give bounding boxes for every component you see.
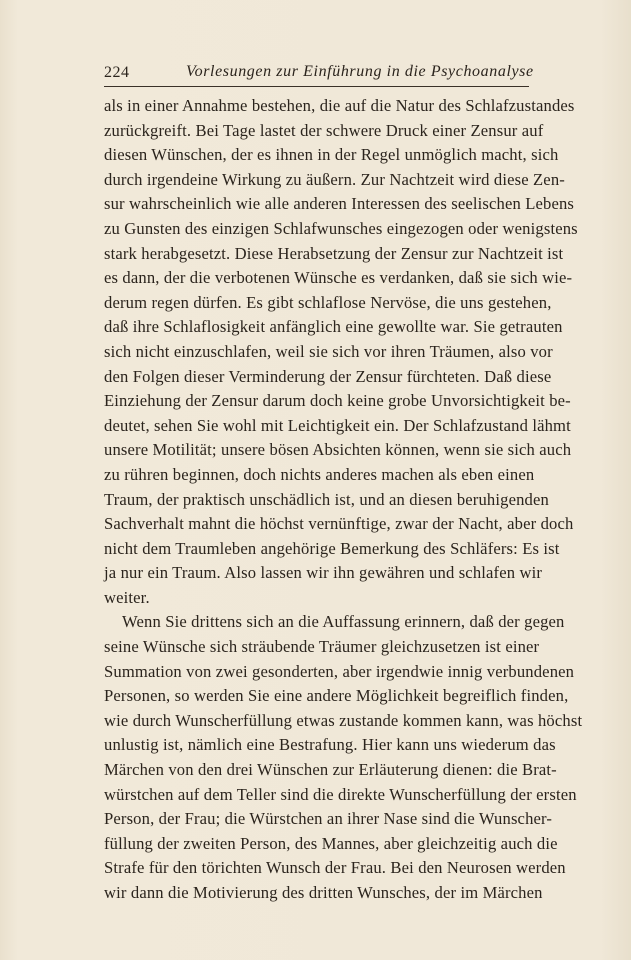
text-line: Personen, so werden Sie eine andere Möglichkeit begreiflich finden, [104,686,569,706]
text-line: daß ihre Schlaflosigkeit anfänglich eine gewollte war. Sie getrauten [104,317,563,337]
text-line: seine Wünsche sich sträubende Träumer gleichzusetzen ist einer [104,637,540,657]
text-line: Person, der Frau; die Würstchen an ihrer Nase sind die Wunscher- [104,809,553,829]
text-line: Traum, der praktisch unschädlich ist, und an diesen beruhigenden [104,489,549,509]
text-line: zurückgreift. Bei Tage lastet der schwere Druck einer Zensur auf [104,120,544,140]
running-head [104,62,534,84]
header-rule [104,86,529,87]
text-line: unlustig ist, nämlich eine Bestrafung. Hier kann uns wiederum das [104,735,556,755]
text-line: würstchen auf dem Teller sind die direkte Wunscherfüllung der ersten [104,784,577,804]
text-line: deutet, sehen Sie wohl mit Leichtigkeit ein. Der Schlafzustand lähmt [104,415,571,435]
text-line: Wenn Sie drittens sich an die Auffassung erinnern, daß der gegen [122,612,565,632]
text-line: Sachverhalt mahnt die höchst vernünftige, zwar der Nacht, aber doch [104,514,574,534]
text-line: weiter. [104,587,150,607]
text-line: Strafe für den törichten Wunsch der Frau. Bei den Neurosen werden [104,858,566,878]
text-line: wir dann die Motivierung des dritten Wunsches, der im Märchen [104,883,543,902]
page-number: 224 [104,64,130,81]
body-text [104,94,583,906]
text-line: zu rühren beginnen, doch nichts anderes machen als eben einen [104,464,535,484]
text-line: wie durch Wunscherfüllung etwas zustande kommen kann, was höchst [104,710,583,730]
text-line: sich nicht einzuschlafen, weil sie sich vor ihren Träumen, also vor [104,341,553,361]
text-line: Summation von zwei gesonderten, aber irgendwie innig verbundenen [104,661,575,681]
text-line: Märchen von den drei Wünschen zur Erläuterung dienen: die Brat- [104,760,557,780]
text-line: durch irgendeine Wirkung zu äußern. Zur Nachtzeit wird diese Zen- [104,169,565,189]
text-line: es dann, der die verbotenen Wünsche es verdanken, daß sie sich wie- [104,268,573,288]
text-line: füllung der zweiten Person, des Mannes, aber gleichzeitig auch die [104,833,558,853]
running-head-title: Vorlesungen zur Einführung in die Psychoanalyse [186,63,534,80]
text-line: stark herabgesetzt. Diese Herabsetzung der Zensur zur Nachtzeit ist [104,243,564,263]
text-line: derum regen dürfen. Es gibt schlaflose Nervöse, die uns gestehen, [104,292,552,312]
text-line: nicht dem Traumleben angehörige Bemerkung des Schläfers: Es ist [104,538,560,558]
text-line: sur wahrscheinlich wie alle anderen Interessen des seelischen Lebens [104,194,575,214]
text-line: als in einer Annahme bestehen, die auf die Natur des Schlafzustandes [104,96,575,115]
paragraph [104,94,578,610]
text-line: ja nur ein Traum. Also lassen wir ihn gewähren und schlafen wir [104,563,543,583]
text-line: diesen Wünschen, der es ihnen in der Regel unmöglich macht, sich [104,145,559,165]
text-line: den Folgen dieser Verminderung der Zensur fürchteten. Daß diese [104,366,552,386]
text-line: unsere Motilität; unsere bösen Absichten können, wenn sie sich auch [104,440,572,460]
text-line: Einziehung der Zensur darum doch keine grobe Unvorsichtigkeit be- [104,391,571,411]
paragraph [104,610,583,905]
text-line: zu Gunsten des einzigen Schlafwunsches eingezogen oder wenigstens [104,218,578,238]
